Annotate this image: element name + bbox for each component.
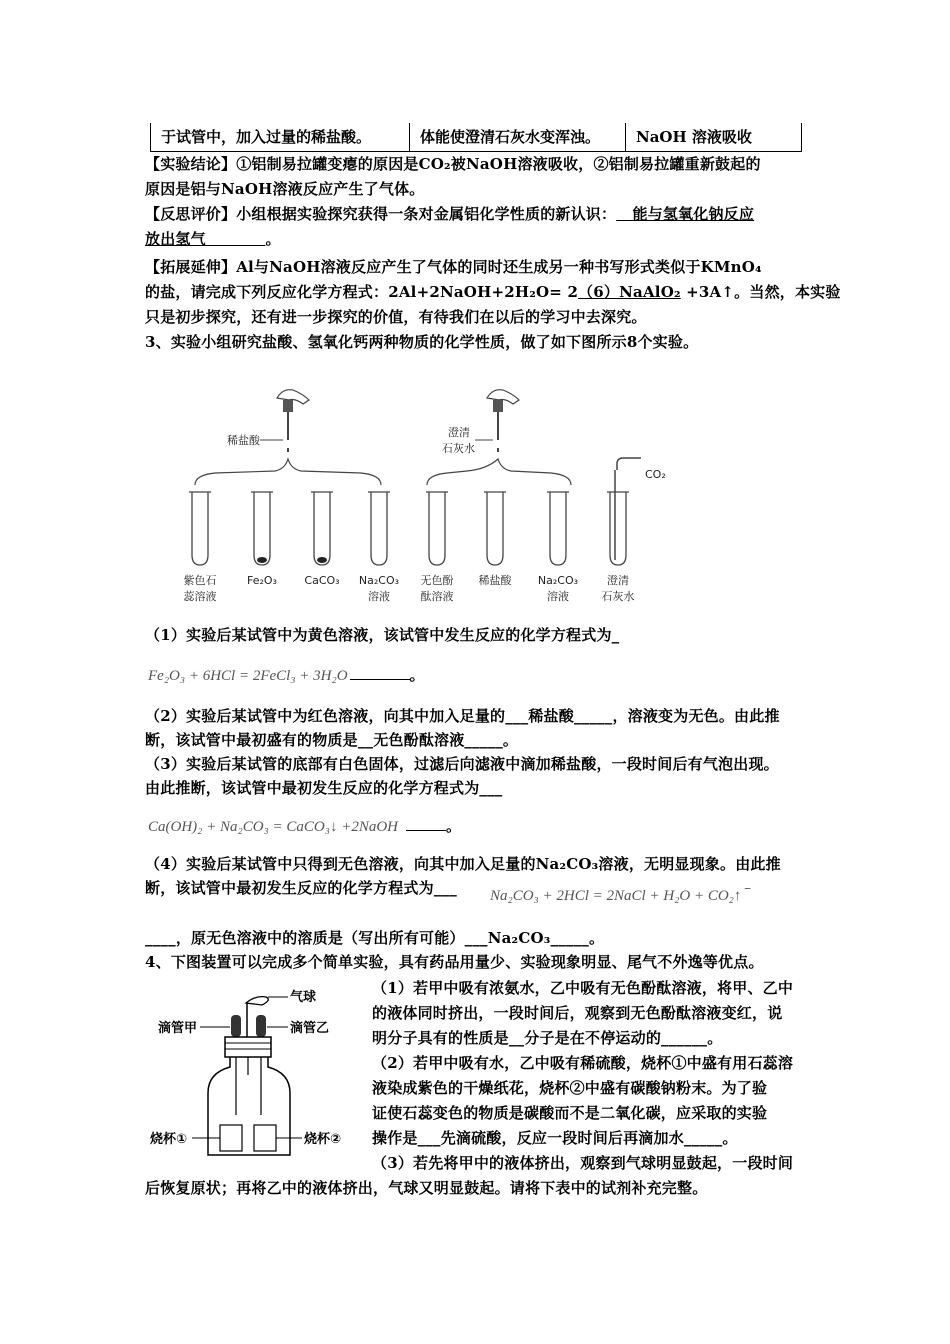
tube-label: CaCO₃ [304, 574, 340, 587]
dropper-icon [475, 390, 519, 452]
q4-text-1: （1）若甲中吸有浓氨水，乙中吸有无色酚酞溶液，将甲、乙中 [372, 979, 794, 997]
test-tubes-figure [165, 370, 705, 610]
q3-part4-text: 断，该试管中最初发生反应的化学方程式为 [145, 879, 434, 897]
label-beaker-1: 烧杯① [150, 1132, 188, 1147]
tube-label-line2: 蕊溶液 [183, 590, 217, 603]
q3-part4-text-2: ，原无色溶液中的溶质是（写出所有可能） [175, 929, 465, 947]
tube-label-line2: 溶液 [547, 590, 569, 603]
q3-part4-blank-2: ____ [145, 929, 176, 947]
table-cell: 于试管中，加入过量的稀盐酸。 [161, 128, 372, 146]
test-tube [610, 492, 626, 565]
q3-part4-answer: ___Na₂CO₃_____ [464, 929, 589, 947]
q3-part2-line2 [145, 728, 810, 752]
solid-sample [257, 557, 267, 563]
test-tube [550, 492, 566, 565]
tube-label: Na₂CO₃ [358, 574, 400, 587]
dropper-label-limewater-1: 澄清 [448, 426, 470, 439]
label-balloon: 气球 [290, 990, 317, 1005]
q4-text-2: 的液体同时挤出，一段时间后，观察到无色酚酞溶液变红，说 [372, 1004, 783, 1022]
test-tubes [184, 470, 635, 603]
q4-text-5: 液染成紫色的干燥纸花，烧杯②中盛有碳酸钠粉末。为了验 [372, 1079, 768, 1097]
extension-line-1: 【拓展延伸】Al与NaOH溶液反应产生了气体的同时还生成另一种书写形式类似于KMnO₄ [145, 258, 762, 276]
q4-text-4: （2）若甲中吸有水，乙中吸有稀硫酸，烧杯①中盛有用石蕊溶 [372, 1054, 794, 1072]
test-tube [371, 492, 387, 565]
q4-text-3a: 明分子具有的性质是 [372, 1029, 509, 1047]
tube-label: Fe₂O₃ [247, 574, 277, 587]
test-tube [429, 492, 445, 565]
extension-line-3: 只是初步探究，还有进一步探究的价值，有待我们在以后的学习中去深究。 [145, 308, 647, 326]
apparatus-figure [150, 975, 370, 1160]
dropper-label-hcl: 稀盐酸 [227, 434, 260, 447]
q4-text-7a: 操作是 [372, 1129, 418, 1147]
dropper-b-icon [256, 1015, 266, 1037]
q3-part2-answer: ___稀盐酸_____ [505, 707, 613, 725]
q3-part1 [145, 623, 810, 647]
q4-text-7 [372, 1126, 812, 1150]
q3-part2-line1 [145, 704, 810, 728]
q3-part2-answer-2: __无色酚酞溶液_____ [357, 731, 503, 749]
q3-part4-line1: （4）实验后某试管中只得到无色溶液，向其中加入足量的Na₂CO₃溶液，无明显现象。由此推 [145, 855, 781, 873]
extension-line-2 [145, 280, 841, 304]
q4-answer-1: __分子是在不停运动的______ [508, 1029, 708, 1047]
solid-sample [317, 557, 327, 563]
formula-fe2o3-tail: 。 [409, 668, 425, 684]
label-dropper-b: 滴管乙 [290, 1021, 330, 1036]
q3-part2-text-2: 断，该试管中最初盛有的物质是 [145, 731, 358, 749]
reflection-answer-1: 能与氢氧化钠反应 [616, 205, 755, 223]
formula-fe2o3-text: Fe₂O₃ + 6HCl = 2FeCl₃ + 3H₂O [148, 668, 348, 684]
q3-part3-line1: （3）实验后某试管的底部有白色固体，过滤后向滤液中滴加稀盐酸，一段时间后有气泡出现。 [145, 755, 779, 773]
q4-text-6: 证使石蕊变色的物质是碳酸而不是二氧化碳，应采取的实验 [372, 1104, 768, 1122]
q3-part2-end: 。 [502, 731, 519, 749]
q3-part4-line3 [145, 926, 810, 950]
tube-label-line2: 溶液 [368, 590, 390, 603]
dropper-icon [260, 390, 309, 452]
q4-text-3 [372, 1026, 812, 1050]
reflection-line-1 [145, 202, 810, 226]
formula-fe2o3 [148, 664, 425, 685]
q3-part3-blank: ___ [479, 779, 503, 797]
extension-answer: （6）NaAlO₂ [578, 283, 681, 301]
test-tube [487, 492, 503, 565]
conclusion-line-1: 【实验结论】①铝制易拉罐变瘪的原因是CO₂被NaOH溶液吸收，②铝制易拉罐重新鼓起的 [145, 155, 761, 173]
q4-answer-2: ___先滴硫酸，反应一段时间后再滴加水_____ [417, 1129, 723, 1147]
q3-part2-text-end: ，溶液变为无色。由此推 [612, 707, 780, 725]
tube-label: 无色酚 [420, 574, 454, 587]
label-dropper-a: 滴管甲 [158, 1021, 198, 1036]
q4-title: 4、下图装置可以完成多个简单实验，具有药品用量少、实验现象明显、尾气不外逸等优点。 [145, 953, 764, 971]
formula-caoh2 [148, 815, 461, 836]
q4-text-9: 后恢复原状；再将乙中的液体挤出，气球又明显鼓起。请将下表中的试剂补充完整。 [145, 1179, 708, 1197]
reflection-line-2 [145, 227, 810, 251]
tube-label: 稀盐酸 [478, 574, 512, 587]
test-tube [254, 492, 270, 565]
tube-label-line2: 石灰水 [601, 590, 635, 603]
test-tube [192, 492, 208, 565]
bracket-left [195, 459, 381, 485]
q3-part2-text: （2）实验后某试管中为红色溶液，向其中加入足量的 [145, 707, 506, 725]
table-cell: 体能使澄清石灰水变浑浊。 [409, 123, 625, 151]
q3-part4-end: 。 [589, 929, 605, 947]
q3-part4-blank: ___ [433, 879, 457, 897]
reflection-answer-2: 放出氢气 [145, 230, 206, 248]
reflection-prefix: 【反思评价】小组根据实验探究获得一条对金属铝化学性质的新认识： [145, 205, 617, 223]
q4-text-7c: 。 [722, 1129, 738, 1147]
reflection-end: 。 [265, 230, 281, 248]
q3-part1-text: （1）实验后某试管中为黄色溶液，该试管中发生反应的化学方程式为 [145, 626, 612, 644]
stopper [225, 1037, 271, 1057]
q3-part3-text: 由此推断，该试管中最初发生反应的化学方程式为 [145, 779, 480, 797]
extension-text-end: +3A↑。当然，本实验 [680, 283, 841, 301]
formula-na2co3-text: Na₂CO₃ + 2HCl = 2NaCl + H₂O + CO₂↑ [490, 888, 742, 904]
extension-text: 的盐，请完成下列反应化学方程式：2Al+2NaOH+2H₂O= 2 [145, 283, 579, 301]
q4-text-8: （3）若先将甲中的液体挤出，观察到气球明显鼓起，一段时间 [372, 1154, 794, 1172]
q4-text-3c: 。 [707, 1029, 723, 1047]
dropper-label-limewater-2: 石灰水 [442, 442, 475, 455]
q3-part3-line2 [145, 776, 810, 800]
table-cell: NaOH 溶液吸收 [625, 123, 796, 151]
formula-caoh2-text: Ca(OH)₂ + Na₂CO₃ = CaCO₃↓ +2NaOH [148, 819, 398, 835]
tube-label: 紫色石 [183, 574, 217, 587]
co2-label: CO₂ [645, 468, 666, 481]
conclusion-line-2: 原因是铝与NaOH溶液反应产生了气体。 [145, 180, 425, 198]
formula-na2co3 [490, 888, 750, 905]
beaker-2 [254, 1125, 276, 1151]
tube-label-line2: 酞溶液 [420, 590, 454, 603]
q3-part1-blank: _ [611, 626, 620, 644]
tube-label: 澄清 [607, 574, 629, 587]
formula-caoh2-tail: 。 [446, 819, 462, 835]
test-tube [314, 492, 330, 565]
reflection-blank [206, 230, 266, 248]
formula-na2co3-tail: ‾ [745, 888, 751, 904]
co2-delivery-tube [617, 458, 641, 470]
tube-label: Na₂CO₃ [537, 574, 579, 587]
q3-title: 3、实验小组研究盐酸、氢氧化钙两种物质的化学性质，做了如下图所示8个实验。 [145, 333, 699, 351]
label-beaker-2: 烧杯② [304, 1132, 342, 1147]
beaker-1 [220, 1125, 242, 1151]
bracket-right [427, 459, 571, 485]
balloon-icon [246, 997, 268, 1005]
dropper-a-icon [231, 1015, 241, 1037]
table-row [150, 123, 802, 152]
